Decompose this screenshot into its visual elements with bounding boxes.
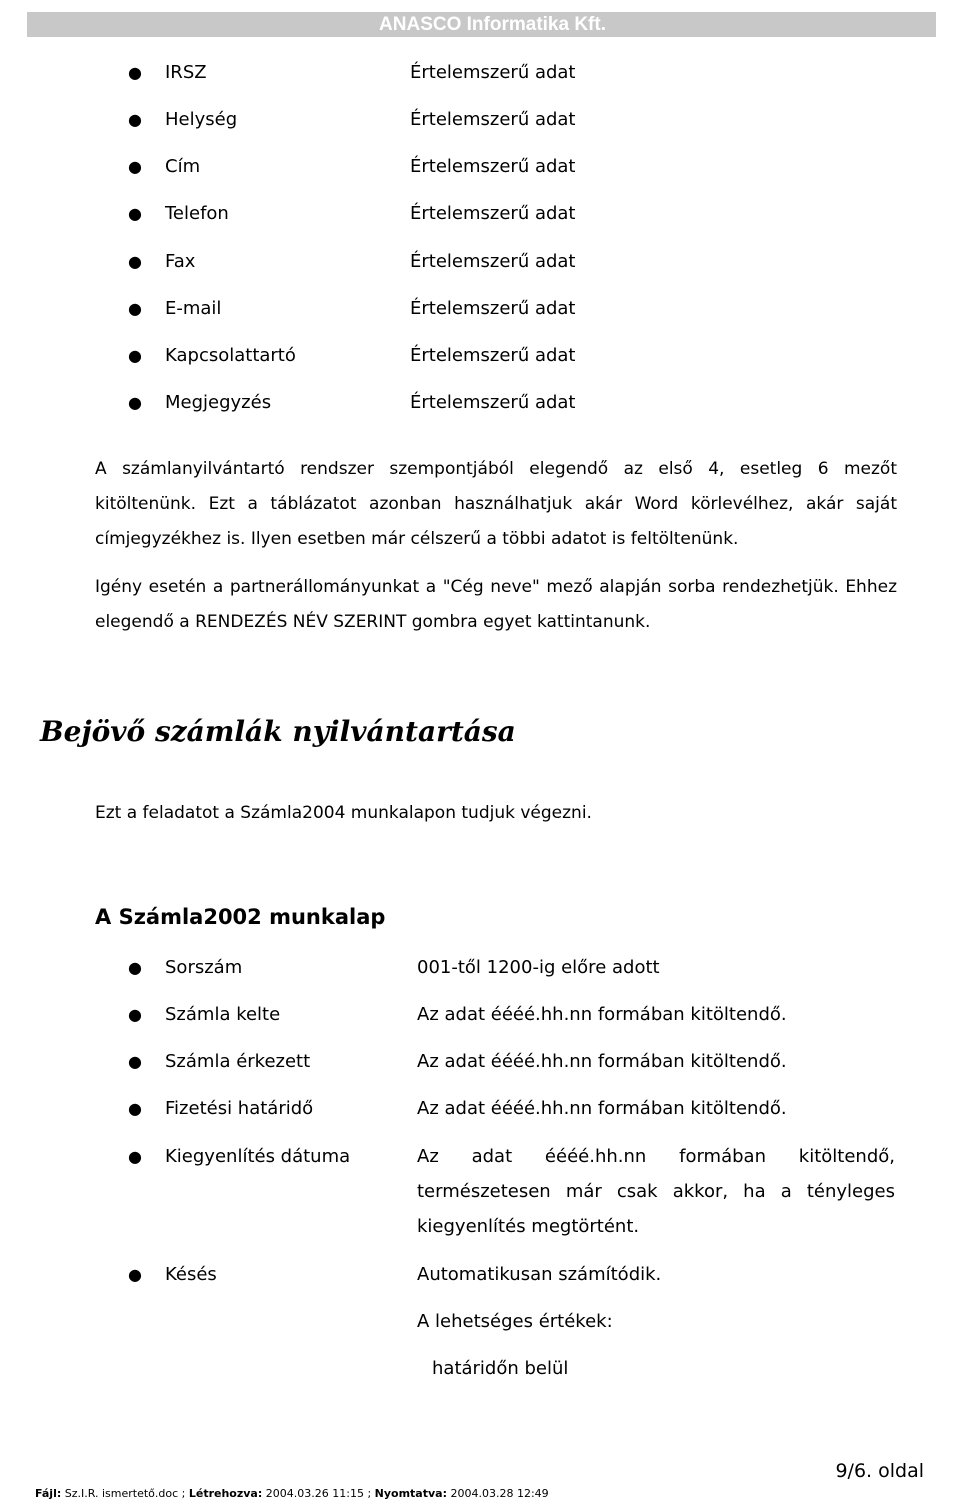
field-value: Értelemszerű adat <box>410 203 576 224</box>
field-value: Értelemszerű adat <box>410 251 576 272</box>
company-name: ANASCO Informatika Kft. <box>379 14 606 35</box>
created-value: 2004.03.26 11:15 ; <box>265 1487 372 1500</box>
paragraph-1: A számlanyilvántartó rendszer szempontjából elegendő az első 4, esetleg 6 mezőt kitöltenünk. Ezt a táblázatot azonban használhatjuk akár Word körlevélhez, akár saját címjegyzékhez is. Ilyen esetben már célszerű a többi adatot is feltöltenünk. <box>95 459 897 549</box>
bullet-icon: ● <box>128 958 142 977</box>
subsection-title: A Számla2002 munkalap <box>95 905 386 929</box>
field-label: Cím <box>165 156 201 177</box>
field-value-line: A lehetséges értékek: <box>417 1311 613 1332</box>
footer-info <box>35 1487 549 1500</box>
bullet-icon: ● <box>128 204 142 223</box>
field-label: Telefon <box>165 203 229 224</box>
field-value: Értelemszerű adat <box>410 62 576 83</box>
field-value: Az adat éééé.hh.nn formában kitöltendő. <box>417 1051 787 1072</box>
field-value: Az adat éééé.hh.nn formában kitöltendő. <box>417 1098 787 1119</box>
field-label: Számla kelte <box>165 1004 281 1025</box>
printed-value: 2004.03.28 12:49 <box>450 1487 549 1500</box>
section-title: Bejövő számlák nyilvántartása <box>40 715 516 748</box>
field-value: Értelemszerű adat <box>410 109 576 130</box>
field-label: E-mail <box>165 298 222 319</box>
field-label: Kiegyenlítés dátuma <box>165 1146 351 1167</box>
bullet-icon: ● <box>128 1099 142 1118</box>
field-value-line: kiegyenlítés megtörtént. <box>417 1216 640 1237</box>
field-label: Fizetési határidő <box>165 1098 314 1119</box>
field-value: Az adat éééé.hh.nn formában kitöltendő. <box>417 1004 787 1025</box>
field-value: Értelemszerű adat <box>410 298 576 319</box>
bullet-icon: ● <box>128 346 142 365</box>
bullet-icon: ● <box>128 1265 142 1284</box>
bullet-icon: ● <box>128 1005 142 1024</box>
field-value: Értelemszerű adat <box>410 345 576 366</box>
bullet-icon: ● <box>128 1052 142 1071</box>
field-value: Automatikusan számítódik. <box>417 1264 662 1285</box>
page-header <box>27 12 936 37</box>
section-intro: Ezt a feladatot a Számla2004 munkalapon tudjuk végezni. <box>95 803 592 823</box>
field-value-line: természetesen már csak akkor, ha a tényleges <box>417 1181 895 1202</box>
field-value-line: Az adat éééé.hh.nn formában kitöltendő, <box>417 1146 895 1167</box>
bullet-icon: ● <box>128 393 142 412</box>
bullet-icon: ● <box>128 252 142 271</box>
field-value: 001-től 1200-ig előre adott <box>417 957 660 978</box>
bullet-icon: ● <box>128 63 142 82</box>
field-label: Számla érkezett <box>165 1051 311 1072</box>
field-label: IRSZ <box>165 62 207 83</box>
field-label: Kapcsolattartó <box>165 345 296 366</box>
field-label: Helység <box>165 109 238 130</box>
file-label: Fájl: <box>35 1487 62 1500</box>
field-label: Megjegyzés <box>165 392 272 413</box>
field-value <box>417 1139 895 1244</box>
field-value-line: határidőn belül <box>432 1358 569 1379</box>
bullet-icon: ● <box>128 110 142 129</box>
paragraph-2: Igény esetén a partnerállományunkat a "Cég neve" mező alapján sorba rendezhetjük. Ehhez elegendő a RENDEZÉS NÉV SZERINT gombra egyet kattintanunk. <box>95 577 897 632</box>
field-label: Késés <box>165 1264 217 1285</box>
bullet-icon: ● <box>128 1147 142 1166</box>
page-number: 9/6. oldal <box>835 1460 924 1482</box>
field-value: Értelemszerű adat <box>410 156 576 177</box>
created-label: Létrehozva: <box>188 1487 263 1500</box>
bullet-icon: ● <box>128 157 142 176</box>
file-value: Sz.I.R. ismertető.doc ; <box>64 1487 186 1500</box>
bullet-icon: ● <box>128 299 142 318</box>
printed-label: Nyomtatva: <box>374 1487 447 1500</box>
field-value: Értelemszerű adat <box>410 392 576 413</box>
field-label: Fax <box>165 251 196 272</box>
field-label: Sorszám <box>165 957 243 978</box>
